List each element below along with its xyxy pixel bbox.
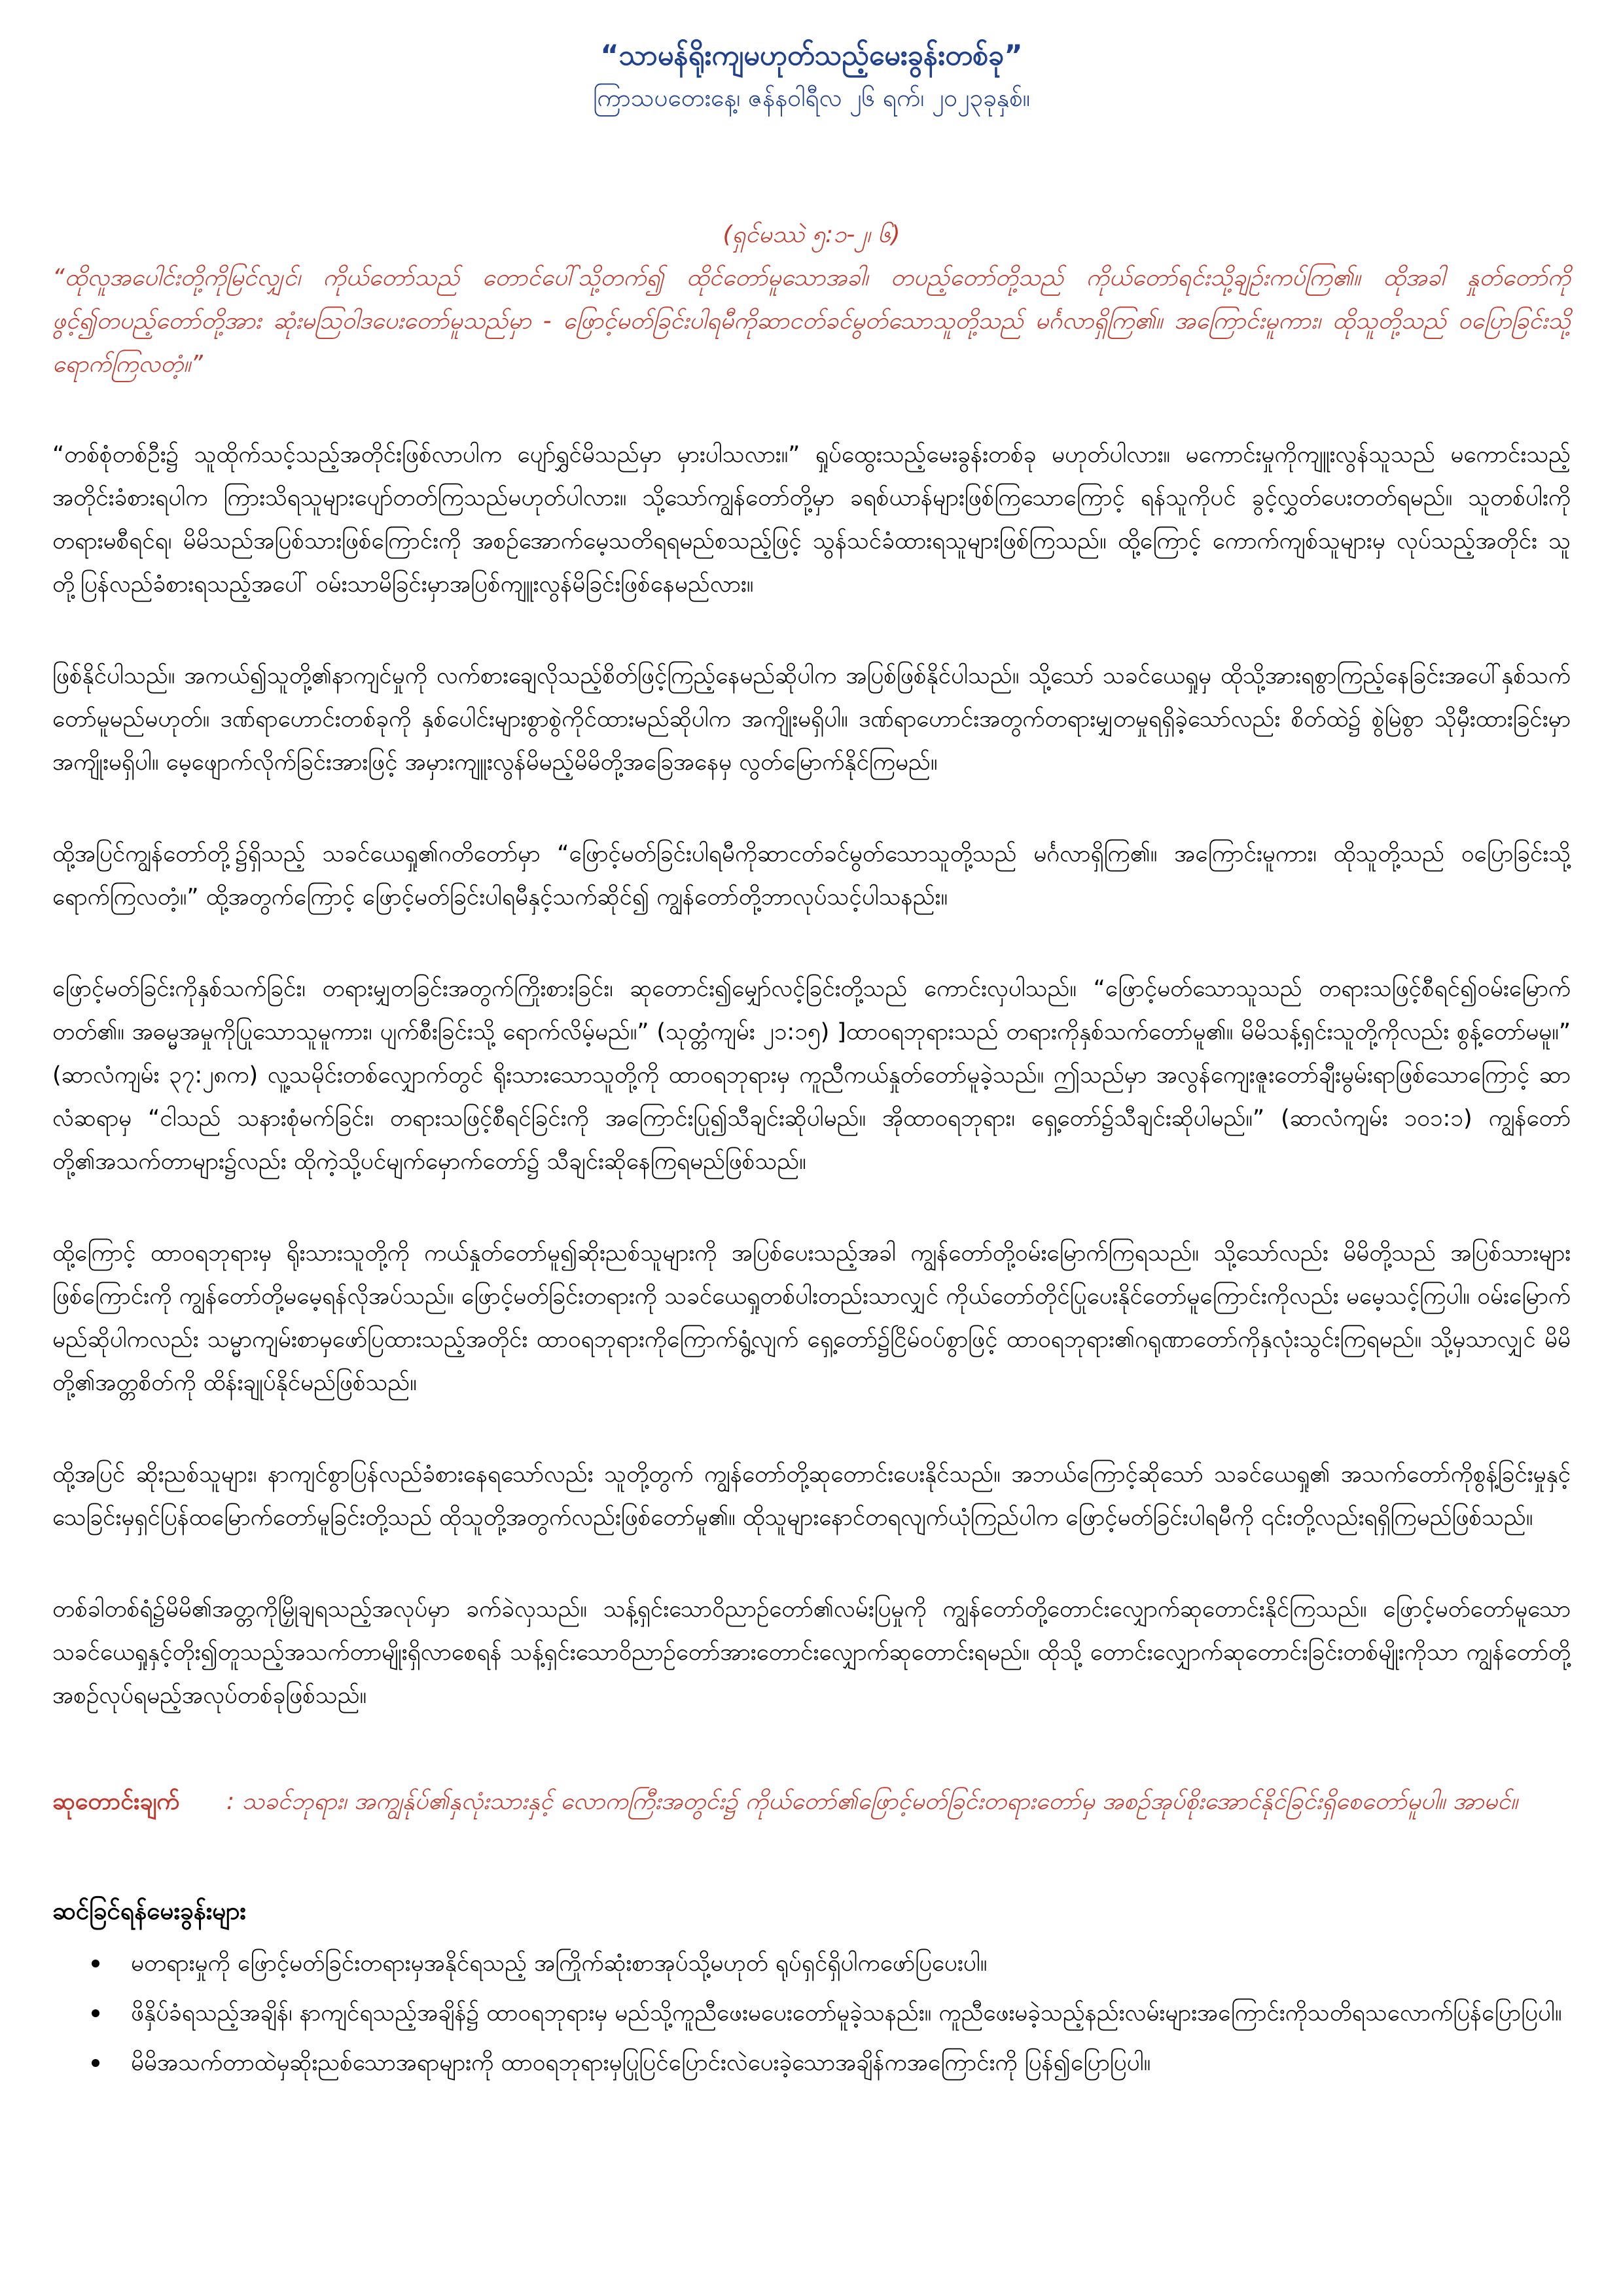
scripture-quote: “ထိုလူအပေါင်းတို့ကိုမြင်လျှင်၊ ကိုယ်တော်သည် တောင်ပေါ်သို့တက်၍ ထိုင်တော်မူသောအခါ၊ တပည့်တော်တို့သည် ကိုယ်တော်ရင်းသို့ချဉ်းကပ်ကြ၏။ ထိုအခါ နှုတ်တော်ကိုဖွင့်၍တပည့်တော်တို့အား ဆုံးမဩဝါဒပေးတော်မူသည်မှာ - ဖြောင့်မတ်ခြင်းပါရမီကိုဆာငတ်ခင်မွတ်သောသူတို့သည် မင်္ဂလာရှိကြ၏။ အကြောင်းမူကား၊ ထိုသူတို့သည် ဝပြောခြင်းသို့ရောက်ကြလတံ့။” — [52, 264, 1571, 378]
body-paragraph-6: ထို့အပြင် ဆိုးညစ်သူများ၊ နာကျင်စွာပြန်လည်ခံစားနေရသော်လည်း သူတို့တွက် ကျွန်တော်တို့ဆုတောင်းပေးနိုင်သည်။ အဘယ်ကြောင့်ဆိုသော် သခင်ယေရှု၏ အသက်တော်ကိုစွန့်ခြင်းမှုနှင့် သေခြင်းမှရှင်ပြန်ထမြောက်တော်မူခြင်းတို့သည် ထိုသူတို့အတွက်လည်းဖြစ်တော်မူ၏။ ထိုသူများနောင်တရလျက်ယုံကြည်ပါက ဖြောင့်မတ်ခြင်းပါရမီကို ၎င်းတို့လည်းရရှိကြမည်ဖြစ်သည်။ — [52, 1462, 1571, 1531]
bullet-icon — [92, 1960, 99, 1967]
bullet-icon — [92, 2009, 99, 2017]
prayer-block — [52, 1780, 1571, 1823]
body-paragraph-7: တစ်ခါတစ်ရံ၌မိမိ၏အတ္တကိုမြှိုချရသည့်အလုပ်မှာ ခက်ခဲလှသည်။ သန့်ရှင်းသောဝိညာဉ်တော်၏လမ်းပြမှုကို ကျွန်တော်တို့တောင်းလျှောက်ဆုတောင်းနိုင်ကြသည်။ ဖြောင့်မတ်တော်မူသော သခင်ယေရှုနှင့်တိုး၍တူသည့်အသက်တာမျိုးရှိလာစေရန် သန့်ရှင်းသောဝိညာဉ်တော်အားတောင်းလျှောက်ဆုတောင်းရမည်။ ထိုသို့ တောင်းလျှောက်ဆုတောင်းခြင်းတစ်မျိုးကိုသာ ကျွန်တော်တို့အစဉ်လုပ်ရမည့်အလုပ်တစ်ခုဖြစ်သည်။ — [52, 1596, 1571, 1709]
question-text: မတရားမှုကို ဖြောင့်မတ်ခြင်းတရားမှအနိုင်ရသည့် အကြိုက်ဆုံးစာအုပ်သို့မဟုတ် ရုပ်ရှင်ရှိပါကဖော်ပြပေးပါ။ — [131, 1950, 988, 1977]
list-item — [92, 2042, 1571, 2084]
prayer-label: ဆုတောင်းချက် — [52, 1788, 180, 1815]
body-paragraph-4: ဖြောင့်မတ်ခြင်းကိုနှစ်သက်ခြင်း၊ တရားမျှတခြင်းအတွက်ကြိုးစားခြင်း၊ ဆုတောင်း၍မျှော်လင့်ခြင်းတို့သည် ကောင်းလှပါသည်။ “ဖြောင့်မတ်သောသူသည် တရားသဖြင့်စီရင်၍ဝမ်းမြောက်တတ်၏။ အဓမ္မအမှုကိုပြုသောသူမူကား၊ ပျက်စီးခြင်းသို့ ရောက်လိမ့်မည်။” (သုတ္တံကျမ်း ၂၁:၁၅) ]ထာဝရဘုရားသည် တရားကိုနှစ်သက်တော်မူ၏။ မိမိသန့်ရှင်းသူတို့ကိုလည်း စွန့်တော်မမူ။” (ဆာလံကျမ်း ၃၇:၂၈က) လူ့သမိုင်းတစ်လျှောက်တွင် ရိုးသားသောသူတို့ကို ထာဝရဘုရားမှ ကူညီကယ်နှုတ်တော်မူခဲ့သည်။ ဤသည်မှာ အလွန်ကျေးဇူးတော်ချီးမွမ်းရာဖြစ်သောကြောင့် ဆာလံဆရာမှ “ငါသည် သနားစုံမက်ခြင်း၊ တရားသဖြင့်စီရင်ခြင်းကို အကြောင်းပြု၍သီချင်းဆိုပါမည်။ အိုထာဝရဘုရား၊ ရှေ့တော်၌သီချင်းဆိုပါမည်။” (ဆာလံကျမ်း ၁၀၁:၁) ကျွန်တော်တို့၏အသက်တာများ၌လည်း ထိုကဲ့သို့ပင်မျက်မှောက်တော်၌ သီချင်းဆိုနေကြရမည်ဖြစ်သည်။ — [52, 976, 1571, 1175]
scripture-reference: (ရှင်မဿဲ ၅:၁-၂၊ ၆) — [722, 221, 901, 248]
bullet-icon — [92, 2059, 99, 2067]
date-line: ကြာသပတေးနေ့၊ ဇန်နဝါရီလ ၂၆ ရက်၊ ၂၀၂၃ခုနှစ်။ — [593, 84, 1030, 112]
body-paragraph-1: “တစ်စုံတစ်ဦး၌ သူထိုက်သင့်သည့်အတိုင်းဖြစ်လာပါက ပျော်ရွှင်မိသည်မှာ မှားပါသလား။” ရှုပ်ထွေးသည့်မေးခွန်းတစ်ခု မဟုတ်ပါလား။ မကောင်းမှုကိုကျူးလွန်သူသည် မကောင်းသည့်အတိုင်းခံစားရပါက ကြားသိရသူများပျော်တတ်ကြသည်မဟုတ်ပါလား။ သို့သော်ကျွန်တော်တို့မှာ ခရစ်ယာန်များဖြစ်ကြသောကြောင့် ရန်သူကိုပင် ခွင့်လွှတ်ပေးတတ်ရမည်။ သူတစ်ပါးကို တရားမစီရင်ရ၊ မိမိသည်အပြစ်သားဖြစ်ကြောင်းကို အစဉ်အောက်မေ့သတိရရမည်စသည့်ဖြင့် သွန်သင်ခံထားရသူများဖြစ်ကြသည်။ ထို့ကြောင့် ကောက်ကျစ်သူများမှ လုပ်သည့်အတိုင်း သူတို့ပြန်လည်ခံစားရသည့်အပေါ် ဝမ်းသာမိခြင်းမှာအပြစ်ကျူးလွန်မိခြင်းဖြစ်နေမည်လား။ — [52, 442, 1571, 598]
prayer-text: : သခင်ဘုရား၊ အကျွန်ုပ်၏နှလုံးသားနှင့် လောကကြီးအတွင်း၌ ကိုယ်တော်၏ဖြောင့်မတ်ခြင်းတရားတော်မှ အစဉ်အုပ်စိုးအောင်နိုင်ခြင်းရှိစေတော်မူပါ။ အာမင်။ — [226, 1788, 1518, 1815]
body-paragraph-3: ထို့အပြင်ကျွန်တော်တို့၌ရှိသည့် သခင်ယေရှု၏ဂတိတော်မှာ “ဖြောင့်မတ်ခြင်းပါရမီကိုဆာငတ်ခင်မွတ်သောသူတို့သည် မင်္ဂလာရှိကြ၏။ အကြောင်းမူကား၊ ထိုသူတို့သည် ဝပြောခြင်းသို့ရောက်ကြလတံ့။” ထို့အတွက်ကြောင့် ဖြောင့်မတ်ခြင်းပါရမီနှင့်သက်ဆိုင်၍ ကျွန်တော်တို့ဘာလုပ်သင့်ပါသနည်း။ — [52, 841, 1571, 910]
page-title: “သာမန်ရိုးကျမဟုတ်သည့်မေးခွန်းတစ်ခု” — [600, 39, 1023, 72]
questions-heading: ဆင်ခြင်ရန်မေးခွန်းများ — [52, 1897, 246, 1925]
list-item — [92, 1992, 1571, 2034]
body-paragraph-5: ထို့ကြောင့် ထာဝရဘုရားမှ ရိုးသားသူတို့ကို ကယ်နှုတ်တော်မူ၍ဆိုးညစ်သူများကို အပြစ်ပေးသည့်အခါ ကျွန်တော်တို့ဝမ်းမြောက်ကြရသည်။ သို့သော်လည်း မိမိတို့သည် အပြစ်သားများဖြစ်ကြောင်းကို ကျွန်တော်တို့မမေ့ရန်လိုအပ်သည်။ ဖြောင့်မတ်ခြင်းတရားကို သခင်ယေရှုတစ်ပါးတည်းသာလျှင် ကိုယ်တော်တိုင်ပြုပေးနိုင်တော်မူကြောင်းကိုလည်း မမေ့သင့်ကြပါ။ ဝမ်းမြောက်မည်ဆိုပါကလည်း သမ္မာကျမ်းစာမှဖော်ပြထားသည့်အတိုင်း ထာဝရဘုရားကိုကြောက်ရွံ့လျက် ရှေ့တော်၌ငြိမ်ဝပ်စွာဖြင့် ထာဝရဘုရား၏ဂရုဏာတော်ကိုနှလုံးသွင်းကြရမည်။ သို့မှသာလျှင် မိမိတို့၏အတ္တစိတ်ကို ထိန်းချုပ်နိုင်မည်ဖြစ်သည်။ — [52, 1240, 1571, 1396]
body-paragraph-2: ဖြစ်နိုင်ပါသည်။ အကယ်၍သူတို့၏နာကျင်မှုကို လက်စားချေလိုသည့်စိတ်ဖြင့်ကြည့်နေမည်ဆိုပါက အပြစ်ဖြစ်နိုင်ပါသည်။ သို့သော် သခင်ယေရှုမှ ထိုသို့အားရစွာကြည့်နေခြင်းအပေါ်နှစ်သက်တော်မူမည်မဟုတ်။ ဒဏ်ရာဟောင်းတစ်ခုကို နှစ်ပေါင်းများစွာစွဲကိုင်ထားမည်ဆိုပါက အကျိုးမရှိပါ။ ဒဏ်ရာဟောင်းအတွက်တရားမျှတမှုရရှိခဲ့သော်လည်း စိတ်ထဲ၌ စွဲမြဲစွာ သိုမှီးထားခြင်းမှာအကျိုးမရှိပါ။ မေ့ဖျောက်လိုက်ခြင်းအားဖြင့် အမှားကျူးလွန်မိမည့်မိမိတို့အခြေအနေမှ လွတ်မြောက်နိုင်ကြမည်။ — [52, 663, 1571, 776]
question-text: မိမိအသက်တာထဲမှဆိုးညစ်သောအရာများကို ထာဝရဘုရားမှပြုပြင်ပြောင်းလဲပေးခဲ့သောအချိန်ကအကြောင်းကို ပြန်၍ပြောပြပါ။ — [131, 2050, 1151, 2076]
question-text: ဖိနှိပ်ခံရသည့်အချိန်၊ နာကျင်ရသည့်အချိန်၌ ထာဝရဘုရားမှ မည်သို့ကူညီဖေးမပေးတော်မူခဲ့သနည်း။ ကူညီဖေးမခဲ့သည့်နည်းလမ်းများအကြောင်းကိုသတိရသလောက်ပြန်ပြောပြပါ။ — [131, 2000, 1562, 2026]
questions-list — [52, 1943, 1571, 2084]
list-item — [92, 1943, 1571, 1984]
